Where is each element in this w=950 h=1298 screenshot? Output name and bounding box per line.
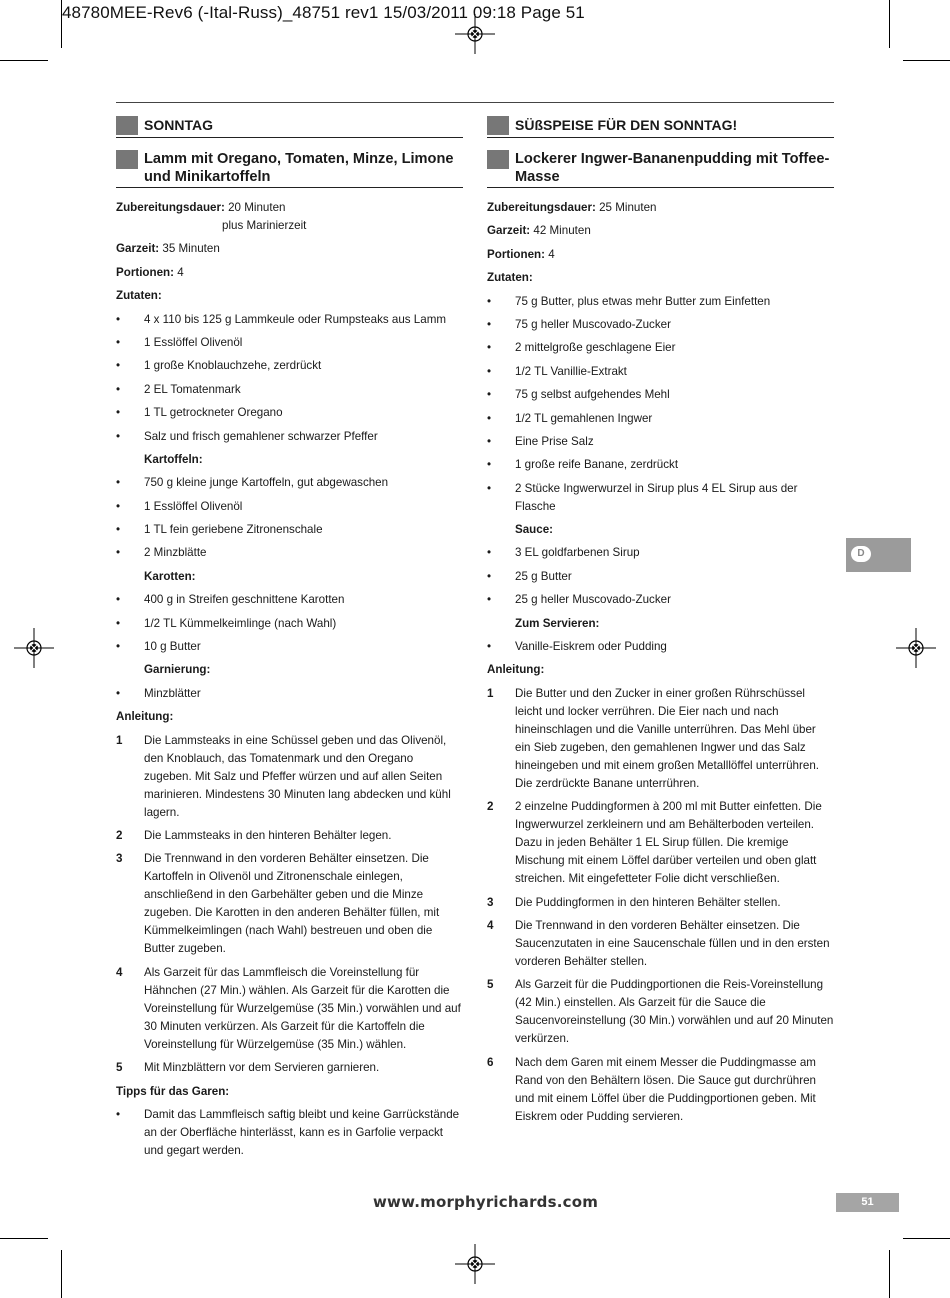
- recipe-title: Lockerer Ingwer-Bananenpudding mit Toffee-Masse: [515, 151, 830, 185]
- list-item-text: 25 g Butter: [515, 569, 572, 583]
- list-item: • 2 Stücke Ingwerwurzel in Sirup plus 4 EL Sirup aus der Flasche: [487, 480, 834, 516]
- list-item: • 400 g in Streifen geschnittene Karotten: [116, 591, 463, 609]
- recipe-header: [116, 150, 463, 188]
- portions-value: 4: [177, 265, 184, 279]
- cook-time: [116, 240, 463, 258]
- cook-value: 42 Minuten: [533, 224, 591, 238]
- instruction-step: [116, 732, 463, 822]
- list-item: • Vanille-Eiskrem oder Pudding: [487, 638, 834, 656]
- registration-mark-bottom-icon: [455, 1244, 495, 1284]
- prep-time: [116, 199, 463, 235]
- list-item: • 25 g heller Muscovado-Zucker: [487, 591, 834, 609]
- instruction-step: [487, 917, 834, 971]
- step-number: 5: [487, 978, 494, 992]
- crop-mark-bl-v: [61, 1250, 62, 1298]
- crop-mark-br-h: [903, 1238, 950, 1239]
- step-number: 6: [487, 1055, 494, 1069]
- step-number: 3: [487, 895, 494, 909]
- list-item-text: 75 g heller Muscovado-Zucker: [515, 317, 671, 331]
- step-number: 4: [487, 918, 494, 932]
- instruction-step: [487, 1054, 834, 1126]
- ingredients-label: Zutaten:: [116, 289, 162, 303]
- carrots-label: Karotten:: [144, 569, 196, 583]
- list-item-text: 75 g Butter, plus etwas mehr Butter zum Einfetten: [515, 294, 771, 308]
- list-item-text: 10 g Butter: [144, 640, 201, 654]
- registration-mark-left-icon: [14, 628, 54, 668]
- list-item-text: Minzblätter: [144, 686, 201, 700]
- list-item: • Minzblätter: [116, 685, 463, 703]
- recipe-title: Lamm mit Oregano, Tomaten, Minze, Limone und Minikartoffeln: [144, 151, 454, 185]
- instructions-label: Anleitung:: [116, 710, 174, 724]
- list-item-text: 25 g heller Muscovado-Zucker: [515, 593, 671, 607]
- instruction-step: [116, 850, 463, 958]
- list-item: • 75 g Butter, plus etwas mehr Butter zum Einfetten: [487, 293, 834, 311]
- instruction-step: [116, 964, 463, 1054]
- section-marker-icon: [116, 116, 138, 135]
- list-item: • 1/2 TL Vanillie-Extrakt: [487, 363, 834, 381]
- recipe-marker-icon: [487, 150, 509, 169]
- step-number: 2: [116, 828, 123, 842]
- section-title: SONNTAG: [144, 117, 213, 133]
- serve-label: Zum Servieren:: [515, 616, 600, 630]
- step-text: Nach dem Garen mit einem Messer die Puddingmasse am Rand von den Behältern lösen. Die Sauce gut durchrühren und mit einem Löffel über die Puddingportionen geben. Mit Eiskrem oder Pudding servieren.: [515, 1055, 816, 1123]
- list-item-text: 2 Minzblätte: [144, 546, 207, 560]
- list-item: • 1 große reife Banane, zerdrückt: [487, 456, 834, 474]
- list-item-text: 1 Esslöffel Olivenöl: [144, 335, 243, 349]
- list-item: • 1 TL getrockneter Oregano: [116, 404, 463, 422]
- list-item-text: Damit das Lammfleisch saftig bleibt und keine Garrückstände an der Oberfläche hinterlässt, kann es in Garfolie verpackt und gegart werden.: [144, 1107, 460, 1157]
- list-item-text: 75 g selbst aufgehendes Mehl: [515, 388, 670, 402]
- section-header: [487, 116, 834, 138]
- sauce-label: Sauce:: [515, 523, 554, 537]
- cook-value: 35 Minuten: [162, 242, 220, 256]
- registration-mark-top-icon: [455, 14, 495, 54]
- step-number: 5: [116, 1061, 123, 1075]
- step-text: 2 einzelne Puddingformen à 200 ml mit Butter einfetten. Die Ingwerwurzel zerkleinern und am Behälterboden verteilen. Dazu in jeden Behälter 1 EL Sirup füllen. Die kremige Mischung mit einem Löffel darüber verteilen und oben glatt streichen. Mit eingefetteter Folie dicht verschließen.: [515, 800, 822, 886]
- step-text: Die Lammsteaks in eine Schüssel geben und das Olivenöl, den Knoblauch, das Tomatenmark und den Oregano zugeben. Mit Salz und Pfeffer würzen und auf allen Seiten marinieren. Mindestens 30 Minuten lang abdecken und kühl lagern.: [144, 733, 451, 819]
- list-item-text: 400 g in Streifen geschnittene Karotten: [144, 593, 345, 607]
- portions-label: Portionen:: [487, 247, 545, 261]
- language-tab-label: D: [851, 546, 871, 562]
- list-item-text: Eine Prise Salz: [515, 434, 594, 448]
- list-item-text: 1 TL fein geriebene Zitronenschale: [144, 523, 323, 537]
- list-item: • 1/2 TL Kümmelkeimlinge (nach Wahl): [116, 615, 463, 633]
- ingredients-label: Zutaten:: [487, 271, 533, 285]
- list-item: • Salz und frisch gemahlener schwarzer Pfeffer: [116, 428, 463, 446]
- step-text: Die Trennwand in den vorderen Behälter einsetzen. Die Kartoffeln in Olivenöl und Zitronenschale einlegen, anschließend in den Garbehälter geben und die Minze zugeben. Die Karotten in den anderen Behälter füllen, mit Kümmelkeimlingen (nach Wahl) bestreuen und oben die Butter zugeben.: [144, 852, 440, 956]
- list-item-text: 2 mittelgroße geschlagene Eier: [515, 341, 676, 355]
- section-title: SÜßSPEISE FÜR DEN SONNTAG!: [515, 117, 738, 133]
- list-item: • 1 TL fein geriebene Zitronenschale: [116, 521, 463, 539]
- list-item: • 75 g heller Muscovado-Zucker: [487, 316, 834, 334]
- list-item: • 1/2 TL gemahlenen Ingwer: [487, 410, 834, 428]
- list-item: • 1 Esslöffel Olivenöl: [116, 334, 463, 352]
- step-text: Als Garzeit für das Lammfleisch die Voreinstellung für Hähnchen (27 Min.) wählen. Als Garzeit für die Karotten die Voreinstellung für Wurzelgemüse (35 Min.) vorwählen und auf 30 Minuten verkürzen. Als Garzeit für die Kartoffeln die Voreinstellung für Würzelgemüse (35 Min.) wählen.: [144, 965, 461, 1051]
- portions-value: 4: [548, 247, 555, 261]
- recipe-header: [487, 150, 834, 188]
- list-item-text: 1 große Knoblauchzehe, zerdrückt: [144, 359, 322, 373]
- section-marker-icon: [487, 116, 509, 135]
- portions: [116, 264, 463, 282]
- recipe-marker-icon: [116, 150, 138, 169]
- list-item-text: 750 g kleine junge Kartoffeln, gut abgewaschen: [144, 476, 389, 490]
- list-item: • Eine Prise Salz: [487, 433, 834, 451]
- step-text: Die Lammsteaks in den hinteren Behälter legen.: [144, 828, 392, 842]
- instructions-label: Anleitung:: [487, 663, 545, 677]
- list-item-text: 1 TL getrockneter Oregano: [144, 406, 283, 420]
- list-item-text: 1/2 TL Vanillie-Extrakt: [515, 364, 627, 378]
- list-item: • 1 große Knoblauchzehe, zerdrückt: [116, 357, 463, 375]
- list-item: • Damit das Lammfleisch saftig bleibt und keine Garrückstände an der Oberfläche hinterlässt, kann es in Garfolie verpackt und gegart werden.: [116, 1106, 463, 1160]
- cook-label: Garzeit:: [116, 242, 160, 256]
- step-number: 4: [116, 965, 123, 979]
- list-item-text: Vanille-Eiskrem oder Pudding: [515, 640, 667, 654]
- list-item-text: 1 Esslöffel Olivenöl: [144, 499, 243, 513]
- list-item-text: 3 EL goldfarbenen Sirup: [515, 546, 640, 560]
- crop-mark-tl-h: [0, 60, 48, 61]
- prep-time: [487, 199, 834, 217]
- potatoes-label: Kartoffeln:: [144, 452, 203, 466]
- list-item-text: 4 x 110 bis 125 g Lammkeule oder Rumpsteaks aus Lamm: [144, 312, 447, 326]
- prep-label: Zubereitungsdauer:: [116, 201, 225, 214]
- prep-label: Zubereitungsdauer:: [487, 201, 596, 214]
- crop-mark-tl-v: [61, 0, 62, 48]
- prep-value: 20 Minuten: [228, 201, 286, 214]
- list-item: • 10 g Butter: [116, 638, 463, 656]
- cook-label: Garzeit:: [487, 224, 531, 238]
- step-text: Die Butter und den Zucker in einer großen Rührschüssel leicht und locker verrühren. Die Eier nach und nach hineinschlagen und die Vanille unterrühren. Das Mehl über ein Sieb zugeben, den gemahlenen Ingwer und das Salz hineingeben und mit einem großen Metalllöffel unterrühren. Die zerdrückte Banane unterrühren.: [515, 686, 819, 790]
- instruction-step: [116, 1059, 463, 1077]
- portions-label: Portionen:: [116, 265, 174, 279]
- top-rule: [116, 102, 834, 103]
- page-number: 51: [836, 1193, 899, 1212]
- instruction-step: [487, 798, 834, 888]
- garnish-label: Garnierung:: [144, 663, 211, 677]
- step-text: Die Trennwand in den vorderen Behälter einsetzen. Die Saucenzutaten in eine Saucenschale füllen und in den ersten vorderen Behälter stellen.: [515, 918, 830, 968]
- list-item-text: 2 EL Tomatenmark: [144, 382, 241, 396]
- instruction-step: [487, 976, 834, 1048]
- tips-label: Tipps für das Garen:: [116, 1084, 230, 1098]
- list-item-text: Salz und frisch gemahlener schwarzer Pfeffer: [144, 429, 378, 443]
- step-number: 2: [487, 800, 494, 814]
- instruction-step: [487, 894, 834, 912]
- step-text: Als Garzeit für die Puddingportionen die Reis-Voreinstellung (42 Min.) einstellen. Als Garzeit für die Sauce die Saucenvoreinstellung (30 Min.) vorwählen und auf 20 Minuten verkürzen.: [515, 978, 834, 1046]
- crop-mark-tr-v: [889, 0, 890, 48]
- list-item: • 75 g selbst aufgehendes Mehl: [487, 386, 834, 404]
- list-item-text: 1 große reife Banane, zerdrückt: [515, 458, 679, 472]
- crop-mark-br-v: [889, 1250, 890, 1298]
- list-item-text: 1/2 TL gemahlenen Ingwer: [515, 411, 653, 425]
- right-column: [487, 116, 834, 1131]
- list-item-text: 2 Stücke Ingwerwurzel in Sirup plus 4 EL Sirup aus der Flasche: [515, 481, 798, 513]
- list-item: • 1 Esslöffel Olivenöl: [116, 498, 463, 516]
- section-header: [116, 116, 463, 138]
- language-tab: [846, 538, 911, 572]
- list-item: • 3 EL goldfarbenen Sirup: [487, 544, 834, 562]
- cook-time: [487, 222, 834, 240]
- list-item: • 750 g kleine junge Kartoffeln, gut abgewaschen: [116, 474, 463, 492]
- list-item: • 2 mittelgroße geschlagene Eier: [487, 339, 834, 357]
- instruction-step: [116, 827, 463, 845]
- print-header: 48780MEE-Rev6 (-Ital-Russ)_48751 rev1 15/03/2011 09:18 Page 51: [62, 3, 585, 22]
- list-item: • 25 g Butter: [487, 568, 834, 586]
- prep-value-extra: plus Marinierzeit: [222, 219, 307, 232]
- footer-url: www.morphyrichards.com: [373, 1193, 599, 1211]
- portions: [487, 246, 834, 264]
- step-number: 3: [116, 852, 123, 866]
- list-item: • 2 Minzblätte: [116, 544, 463, 562]
- list-item: • 4 x 110 bis 125 g Lammkeule oder Rumpsteaks aus Lamm: [116, 311, 463, 329]
- instruction-step: [487, 685, 834, 793]
- step-number: 1: [116, 733, 123, 747]
- registration-mark-right-icon: [896, 628, 936, 668]
- list-item-text: 1/2 TL Kümmelkeimlinge (nach Wahl): [144, 616, 337, 630]
- prep-value: 25 Minuten: [599, 201, 657, 214]
- crop-mark-tr-h: [903, 60, 950, 61]
- crop-mark-bl-h: [0, 1238, 48, 1239]
- step-text: Die Puddingformen in den hinteren Behälter stellen.: [515, 895, 781, 909]
- step-text: Mit Minzblättern vor dem Servieren garnieren.: [144, 1061, 380, 1075]
- list-item: • 2 EL Tomatenmark: [116, 381, 463, 399]
- step-number: 1: [487, 686, 494, 700]
- left-column: [116, 116, 463, 1165]
